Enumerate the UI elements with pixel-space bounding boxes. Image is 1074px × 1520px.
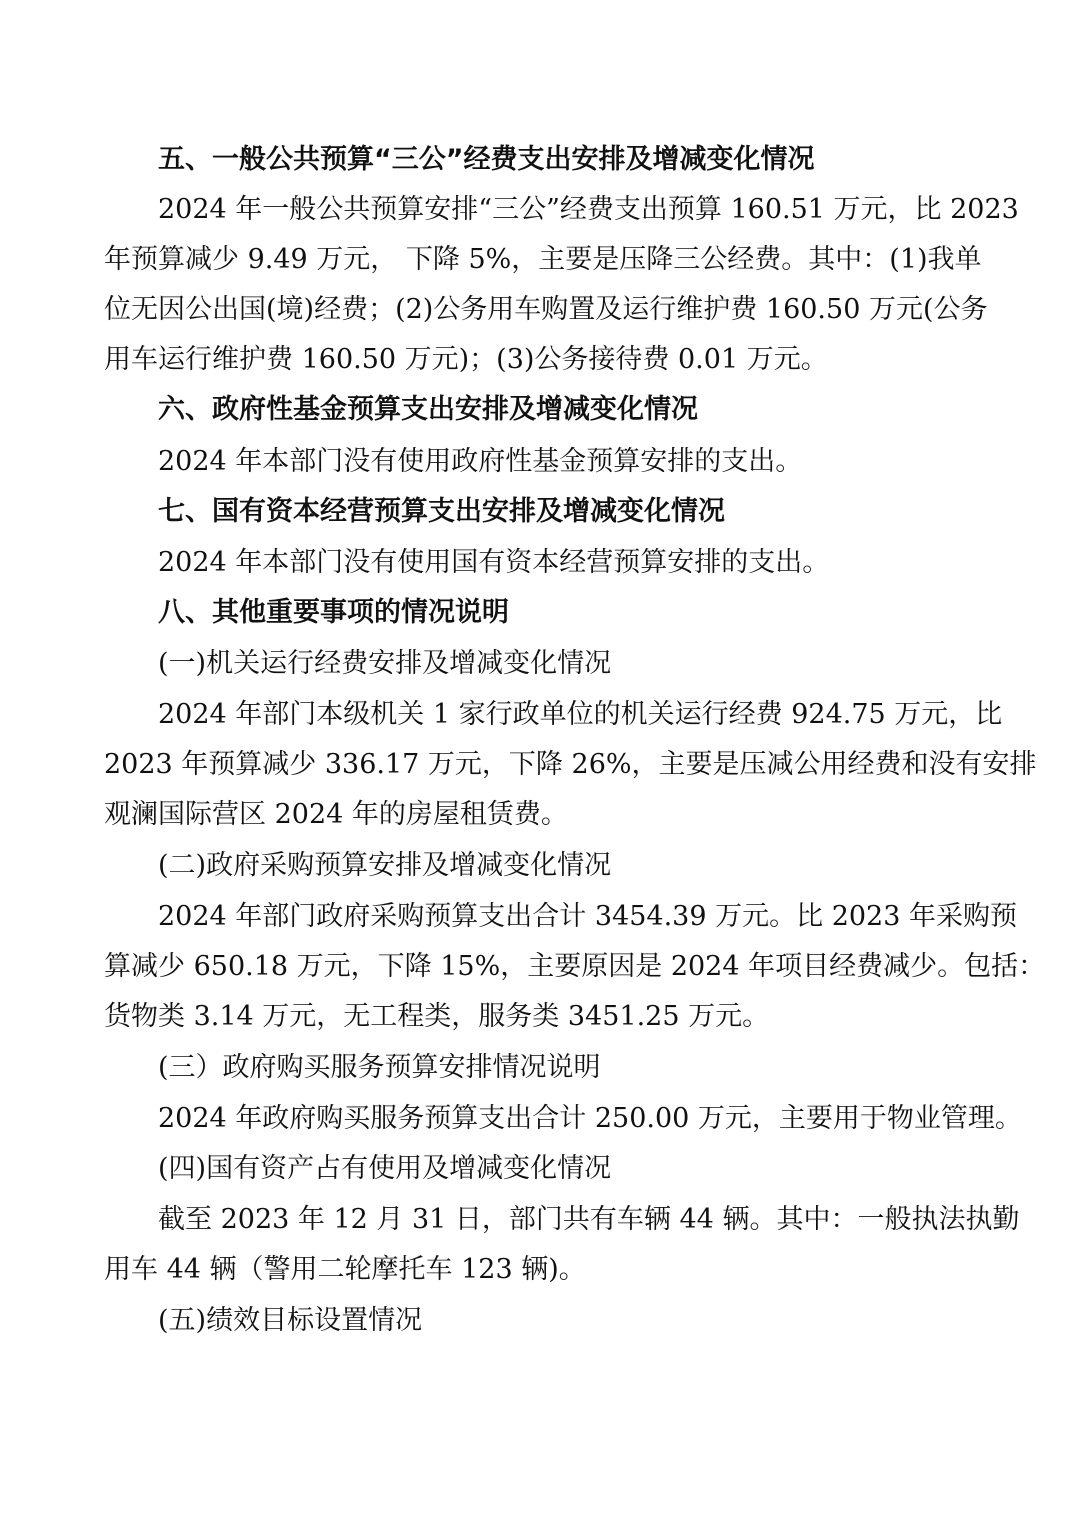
section-5-paragraph-line-3: 位无因公出国(境)经费；(2)公务用车购置及运行维护费 160.50 万元(公务 — [104, 294, 988, 325]
section-8-heading: 八、其他重要事项的情况说明 — [158, 597, 509, 628]
subsection-4-line-2: 用车 44 辆（警用二轮摩托车 123 辆)。 — [104, 1254, 586, 1285]
subsection-2-line-2: 算减少 650.18 万元，下降 15%，主要原因是 2024 年项目经费减少。包括： — [104, 951, 1046, 982]
section-7-paragraph: 2024 年本部门没有使用国有资本经营预算安排的支出。 — [158, 547, 830, 578]
subsection-5-title: (五)绩效目标设置情况 — [158, 1305, 423, 1336]
subsection-1-line-2: 2023 年预算减少 336.17 万元，下降 26%，主要是压减公用经费和没有安排 — [104, 749, 1037, 780]
subsection-2-line-3: 货物类 3.14 万元，无工程类，服务类 3451.25 万元。 — [104, 1001, 770, 1032]
section-5-heading: 五、一般公共预算“三公”经费支出安排及增减变化情况 — [158, 144, 815, 175]
subsection-1-title: (一)机关运行经费安排及增减变化情况 — [158, 648, 612, 679]
subsection-2-title: (二)政府采购预算安排及增减变化情况 — [158, 850, 612, 881]
subsection-3-title: (三）政府购买服务预算安排情况说明 — [158, 1052, 601, 1083]
section-7-heading: 七、国有资本经营预算支出安排及增减变化情况 — [158, 496, 725, 527]
section-6-paragraph: 2024 年本部门没有使用政府性基金预算安排的支出。 — [158, 446, 803, 477]
subsection-1-line-3: 观澜国际营区 2024 年的房屋租赁费。 — [104, 799, 568, 830]
subsection-1-line-1: 2024 年部门本级机关 1 家行政单位的机关运行经费 924.75 万元，比 — [158, 699, 1003, 730]
subsection-4-title: (四)国有资产占有使用及增减变化情况 — [158, 1153, 612, 1184]
section-5-paragraph-line-1: 2024 年一般公共预算安排“三公”经费支出预算 160.51 万元，比 2023 — [158, 194, 1019, 225]
subsection-3-line-1: 2024 年政府购买服务预算支出合计 250.00 万元，主要用于物业管理。 — [158, 1103, 1022, 1134]
section-5-paragraph-line-4: 用车运行维护费 160.50 万元)；(3)公务接待费 0.01 万元。 — [104, 344, 828, 375]
subsection-4-line-1: 截至 2023 年 12 月 31 日，部门共有车辆 44 辆。其中：一般执法执勤 — [158, 1204, 1020, 1235]
section-6-heading: 六、政府性基金预算支出安排及增减变化情况 — [158, 394, 698, 425]
subsection-2-line-1: 2024 年部门政府采购预算支出合计 3454.39 万元。比 2023 年采购预 — [158, 901, 1017, 932]
section-5-paragraph-line-2: 年预算减少 9.49 万元， 下降 5%，主要是压降三公经费。其中：(1)我单 — [104, 244, 982, 275]
